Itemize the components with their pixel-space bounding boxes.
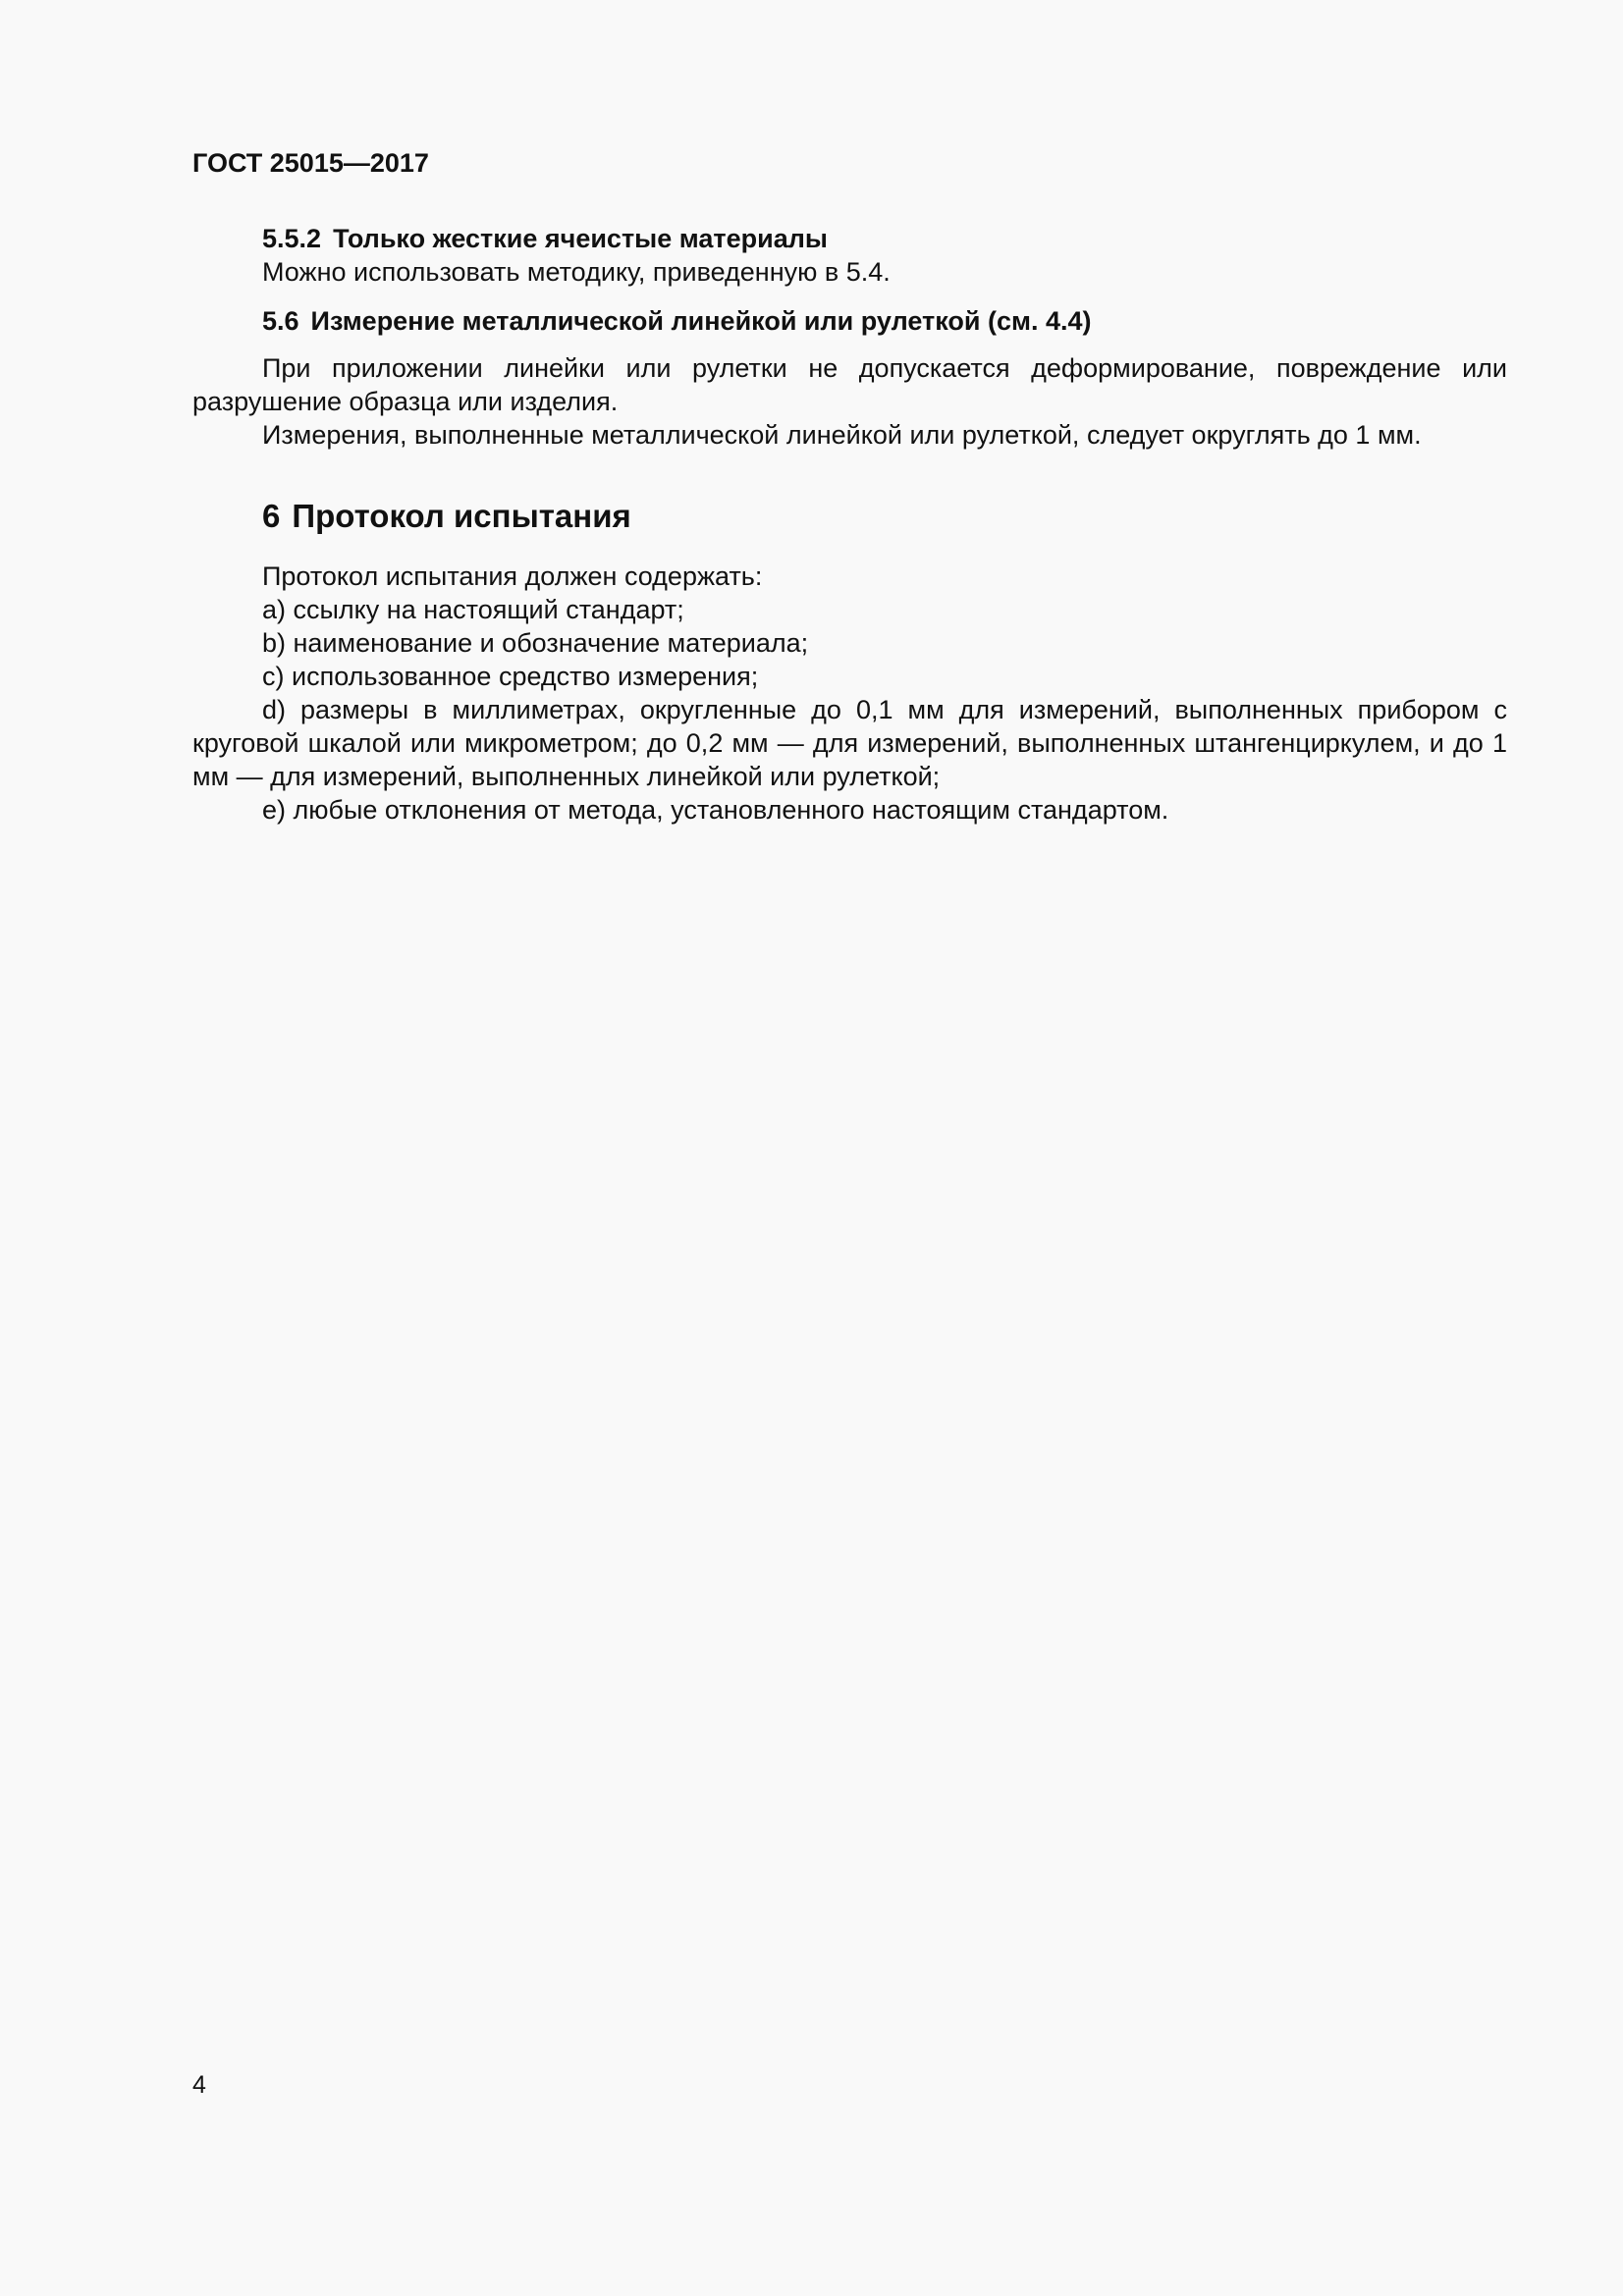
paragraph: Измерения, выполненные металлической линейкой или рулеткой, следует округлять до 1 мм. — [262, 420, 1422, 450]
section-5-5-2-heading — [192, 222, 1507, 255]
section-title: Протокол испытания — [292, 498, 631, 534]
section-title: Измерение металлической линейкой или рулеткой (см. 4.4) — [310, 306, 1092, 336]
list-item: e) любые отклонения от метода, установленного настоящим стандартом. — [262, 795, 1169, 825]
document-header: ГОСТ 25015—2017 — [192, 148, 429, 178]
list-item: b) наименование и обозначение материала; — [262, 628, 809, 658]
list-item: d) размеры в миллиметрах, округленные до 0,1 мм для измерений, выполненных прибором с круговой шкалой или микрометром; до 0,2 мм — для измерений, выполненных штангенциркулем, и до 1 мм — для измерений, выполненных линейкой или рулеткой; — [192, 695, 1507, 791]
list-item: c) использованное средство измерения; — [262, 662, 759, 691]
paragraph: Протокол испытания должен содержать: — [262, 561, 763, 591]
list-item: a) ссылку на настоящий стандарт; — [262, 595, 684, 624]
page-number: 4 — [192, 2071, 206, 2099]
section-6-heading — [192, 495, 1507, 538]
section-title: Только жесткие ячеистые материалы — [333, 224, 828, 253]
section-number: 6 — [262, 498, 281, 534]
paragraph: Можно использовать методику, приведенную в 5.4. — [262, 257, 891, 287]
document-body — [192, 222, 1507, 827]
paragraph: При приложении линейки или рулетки не допускается деформирование, повреждение или разрушение образца или изделия. — [192, 353, 1507, 416]
section-5-6-heading — [192, 304, 1507, 338]
section-number: 5.5.2 — [262, 224, 322, 253]
section-number: 5.6 — [262, 306, 299, 336]
